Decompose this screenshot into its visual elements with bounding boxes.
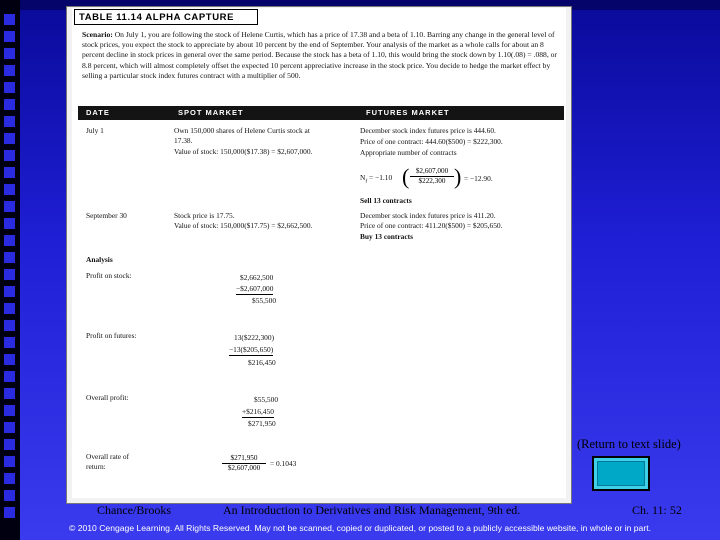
decorative-square: [4, 371, 15, 382]
nf-fraction: [410, 167, 454, 186]
header-futures-market: FUTURES MARKET: [366, 108, 450, 117]
profit-stock-value2: −$2,607,000: [236, 284, 274, 293]
return-to-text-slide-link[interactable]: (Return to text slide): [577, 437, 681, 451]
footer-chapter: Ch. 11: 52: [632, 503, 682, 517]
rate-value: = 0.1043: [270, 459, 297, 468]
futures-sept-action: Buy 13 contracts: [360, 232, 413, 241]
profit-futures-total: $216,450: [248, 358, 276, 367]
decorative-square: [4, 82, 15, 93]
overall-profit-value1: $55,500: [254, 395, 279, 404]
decorative-square: [4, 456, 15, 467]
nf-formula: [360, 173, 392, 187]
decorative-square: [4, 48, 15, 59]
decorative-square: [4, 269, 15, 280]
rate-numerator: $271,950: [222, 454, 266, 464]
profit-futures-value1: 13($222,300): [234, 333, 275, 342]
footer-book-title: An Introduction to Derivatives and Risk Management, 9th ed.: [223, 503, 521, 517]
rate-label-line2: return:: [86, 462, 106, 471]
left-paren: (: [402, 164, 410, 189]
nf-result: = −12.90.: [464, 174, 493, 183]
decorative-square: [4, 14, 15, 25]
nf-subscript: f: [365, 178, 368, 185]
spot-july-line1: Own 150,000 shares of Helene Curtis stock at: [174, 126, 310, 135]
decorative-square: [4, 337, 15, 348]
decorative-square: [4, 286, 15, 297]
profit-futures-value2: −13($205,650): [229, 345, 274, 354]
decorative-square: [4, 422, 15, 433]
decorative-square: [4, 473, 15, 484]
spot-sept-line2: Value of stock: 150,000($17.75) = $2,662,500.: [174, 221, 313, 230]
decorative-square: [4, 218, 15, 229]
profit-stock-value1: $2,662,500: [240, 273, 274, 282]
analysis-title: Analysis: [86, 255, 113, 264]
decorative-square: [4, 405, 15, 416]
table-title: TABLE 11.14 ALPHA CAPTURE: [74, 9, 258, 25]
scenario-text: On July 1, you are following the stock of Helene Curtis, which has a price of 17.38 and a beta of 1.10. Barring any change in the general level of stock prices, you expect the stock to appreciate by about 10 percent by the end of September. Your analysis of the market as a whole calls for about an 8 percent decline in stock prices in general over the same period. Because the stock has a beta of 1.10, this would bring the stock down by 1.10(.08) = .088, or 8.8 percent, which will almost completely offset the expected 10 percent appreciative increase in the stock price. You decide to hedge the market effect by selling a particular stock index futures contract with a multiplier of 500.: [82, 30, 557, 80]
column-header-bar: [78, 106, 564, 120]
decorative-square: [4, 388, 15, 399]
profit-stock-total: $55,500: [252, 296, 277, 305]
decorative-square: [4, 252, 15, 263]
overall-profit-value2: +$216,450: [242, 407, 274, 416]
date-july: July 1: [86, 126, 104, 135]
decorative-square: [4, 507, 15, 518]
decorative-square: [4, 167, 15, 178]
profit-stock-label: Profit on stock:: [86, 271, 132, 280]
nf-symbol: N: [360, 173, 366, 182]
futures-july-line1: December stock index futures price is 444.60.: [360, 126, 496, 135]
decorative-square: [4, 320, 15, 331]
decorative-square: [4, 354, 15, 365]
decorative-square: [4, 99, 15, 110]
date-september: September 30: [86, 211, 127, 220]
right-paren: ): [454, 164, 462, 189]
spot-sept-line1: Stock price is 17.75.: [174, 211, 235, 220]
decorative-square: [4, 303, 15, 314]
copyright-notice: © 2010 Cengage Learning. All Rights Reserved. May not be scanned, copied or duplicated, or posted to a publicly accessible website, in whole or in part.: [69, 523, 651, 533]
header-spot-market: SPOT MARKET: [178, 108, 244, 117]
scenario-label: Scenario:: [82, 30, 113, 39]
profit-futures-label: Profit on futures:: [86, 331, 137, 340]
nf-numerator: $2,607,000: [410, 167, 454, 177]
decorative-square: [4, 184, 15, 195]
decorative-square: [4, 150, 15, 161]
spot-july-line2: 17.38.: [174, 136, 193, 145]
overall-profit-total: $271,950: [248, 419, 276, 428]
decorative-square: [4, 116, 15, 127]
spot-july-line3: Value of stock: 150,000($17.38) = $2,607,000.: [174, 147, 313, 156]
futures-sept-line1: December stock index futures price is 411.20.: [360, 211, 496, 220]
nf-denominator: $222,300: [418, 177, 446, 185]
futures-july-action: Sell 13 contracts: [360, 196, 412, 205]
futures-sept-line2: Price of one contract: 411.20($500) = $205,650.: [360, 221, 503, 230]
futures-july-line2: Price of one contract: 444.60($500) = $222,300.: [360, 137, 503, 146]
nf-equals-beta: = −1.10: [367, 173, 393, 182]
decorative-square: [4, 490, 15, 501]
footer-authors: Chance/Brooks: [97, 503, 171, 517]
rate-label-line1: Overall rate of: [86, 452, 130, 461]
left-decorative-strip: [0, 0, 20, 540]
rate-denominator: $2,607,000: [227, 464, 261, 472]
table-panel: [72, 8, 566, 498]
futures-july-line3: Appropriate number of contracts: [360, 148, 457, 157]
decorative-square: [4, 31, 15, 42]
decorative-square: [4, 133, 15, 144]
rate-fraction: [222, 454, 266, 473]
header-date: DATE: [86, 108, 110, 117]
decorative-square: [4, 235, 15, 246]
decorative-square: [4, 439, 15, 450]
return-button[interactable]: [592, 456, 650, 491]
overall-profit-label: Overall profit:: [86, 393, 129, 402]
decorative-square: [4, 201, 15, 212]
scenario-paragraph: [82, 30, 560, 81]
decorative-square: [4, 65, 15, 76]
